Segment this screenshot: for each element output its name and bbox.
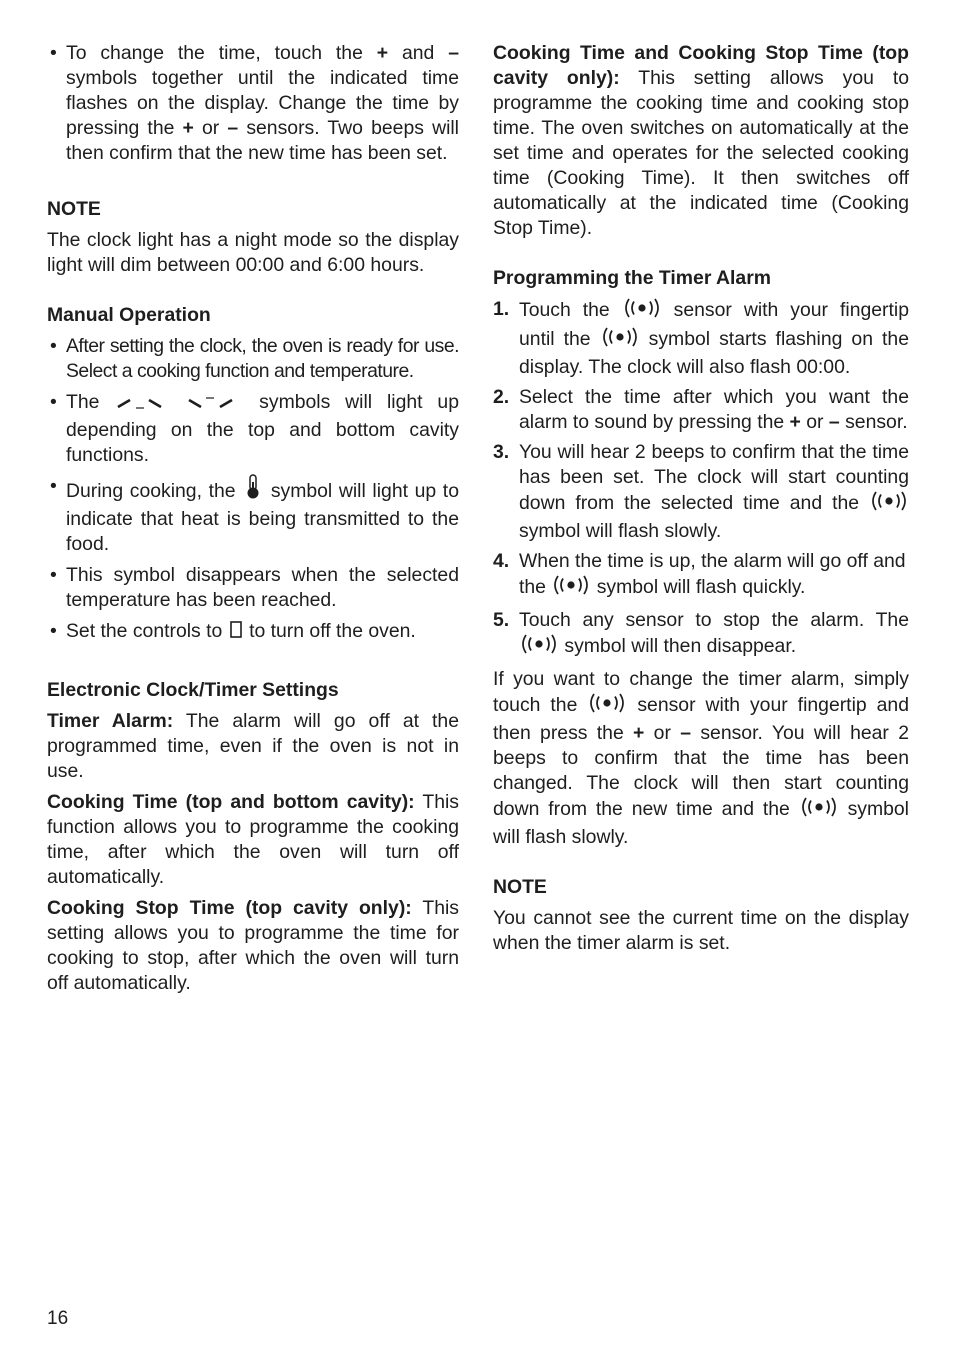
timer-alarm-icon [622,297,662,326]
text: symbol starts flashing on the display. The clock will also flash 00:00. [519,328,909,378]
text: to turn off the oven. [243,620,416,642]
text: The [66,391,115,413]
text: You will hear 2 beeps to confirm that the time has been set. The clock will start counting down from the selected time and the [519,441,909,514]
minus-symbol: – [227,117,239,139]
manual-bullet-5 [47,619,459,647]
manual-bullet-2 [47,390,459,468]
text: symbol will flash quickly. [591,576,806,598]
minus-symbol: – [448,42,459,64]
timer-alarm-paragraph [47,709,459,784]
text: sensor with your fingertip and then press the [493,694,909,744]
cooking-time-paragraph [47,790,459,890]
text: Touch any sensor to stop the alarm. The [519,609,909,631]
term-label: Cooking Stop Time (top cavity only): [47,897,412,919]
step-number: 1. [493,298,510,320]
plus-symbol: + [789,411,801,433]
step-number: 5. [493,609,510,631]
text: symbol will flash slowly. [519,520,722,542]
text: or [800,411,829,433]
text: This setting allows you to programme the cooking time and cooking stop time. The oven switches on automatically at the set time and operates for the selected cooking time (Cooking Time). It then switches off automatically at the indicated time (Cooking Stop Time). [493,67,909,239]
text: or [193,117,228,139]
set-time-bullet [47,41,459,166]
text: or [644,722,681,744]
text: symbol will then disappear. [559,635,797,657]
note-heading: NOTE [493,876,547,898]
minus-symbol: – [828,411,840,433]
step-number: 2. [493,386,510,408]
plus-symbol: + [633,722,645,744]
text: symbol will light up to indicate that heat is being transmitted to the food. [66,480,459,555]
text: Set the controls to [66,620,228,642]
text: If you want to change the timer alarm, simply touch the [493,668,909,716]
text: symbols will light up depending on the top and bottom cavity functions. [66,391,459,466]
text: This setting allows you to programme the time for cooking to stop, after which the oven will turn off automatically. [47,897,459,994]
term-label: Timer Alarm: [47,710,174,732]
text: sensor. [839,411,908,433]
thermometer-icon [242,474,264,507]
cooking-stop-paragraph [47,896,459,996]
off-position-icon [228,620,244,647]
note-heading: NOTE [47,198,101,220]
text: When the time is up, the alarm will go off and the [519,550,906,598]
manual-bullet-3 [47,474,459,557]
text: The alarm will go off at the programmed time, even if the oven is not in use. [47,710,459,782]
heating-elements-icon [114,393,244,418]
text: This function allows you to programme the cooking time, after which the oven will turn off automatically. [47,791,460,888]
timer-alarm-icon [869,490,909,519]
timer-alarm-heading: Programming the Timer Alarm [493,267,772,289]
cooking-stop-time-paragraph [493,41,909,241]
text: Select the time after which you want the alarm to sound by pressing the [519,386,909,433]
text: symbol will flash slowly. [493,798,909,848]
text: To change the time, touch the [66,42,377,64]
step-2 [493,385,909,435]
plus-symbol: + [182,117,194,139]
step-4 [493,549,909,603]
term-label: Cooking Time and Cooking Stop Time (top cavity only): [493,42,909,89]
minus-symbol: – [680,722,692,744]
plus-symbol: + [376,42,389,64]
manual-operation-heading: Manual Operation [47,304,211,326]
text: Touch the [519,299,622,321]
timer-alarm-icon [519,633,559,662]
manual-bullet-1: • After setting the clock, the oven is ready for use. Select a cooking function and temperature. [47,334,459,384]
step-number: 3. [493,441,510,463]
timer-alarm-icon [587,692,627,721]
text: symbols together until the indicated time flashes on the display. Change the time by pressing the [66,67,459,139]
timer-alarm-icon [799,796,839,825]
step-number: 4. [493,550,510,572]
manual-bullet-4: • This symbol disappears when the selected temperature has been reached. [47,563,459,613]
clock-settings-heading: Electronic Clock/Timer Settings [47,679,339,701]
text: sensor. You will hear 2 beeps to confirm that the time has been changed. The clock will then start counting down from the new time and the [493,722,909,820]
left-column [47,41,459,996]
text: and [388,42,449,64]
note-text: The clock light has a night mode so the display light will dim between 00:00 and 6:00 hours. [47,229,459,276]
right-column [493,41,909,956]
term-label: Cooking Time (top and bottom cavity): [47,791,415,813]
note-text: You cannot see the current time on the display when the timer alarm is set. [493,907,909,954]
timer-alarm-icon [600,326,640,355]
step-5 [493,608,909,662]
text: sensor with your fingertip until the [519,299,909,350]
change-timer-paragraph [493,667,909,850]
step-1 [493,297,909,380]
step-3 [493,440,909,544]
timer-alarm-icon [551,574,591,603]
text: During cooking, the [66,480,243,502]
page-number: 16 [47,1308,69,1329]
text: sensors. Two beeps will then confirm that the new time has been set. [66,117,459,164]
